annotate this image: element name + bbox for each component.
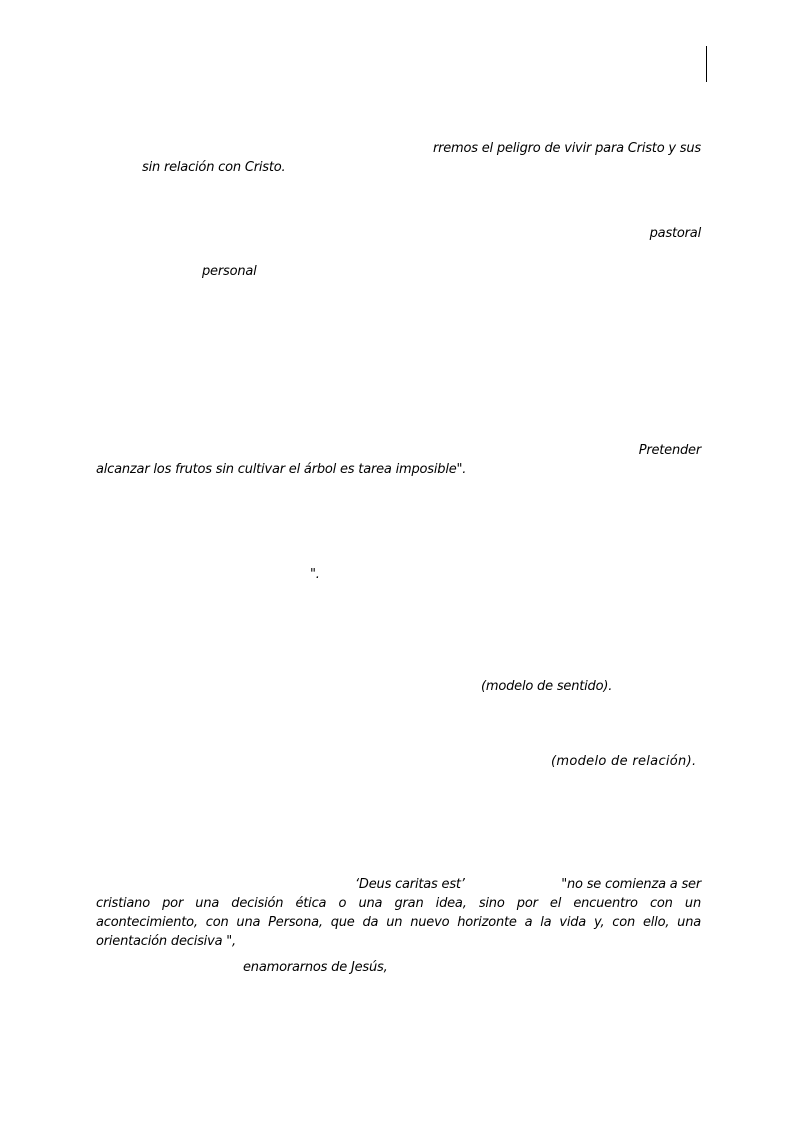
- text-fragment: Pretender: [638, 443, 701, 458]
- text-fragment: enamorarnos de Jesús,: [243, 960, 388, 975]
- text-fragment: pastoral: [649, 226, 701, 241]
- justified-line: cristiano por una decisión ética o una gran idea, sino por el encuentro con un: [96, 896, 701, 911]
- text-fragment: sin relación con Cristo.: [142, 160, 286, 175]
- page-marker-line: [706, 46, 707, 82]
- text-fragment: rremos el peligro de vivir para Cristo y sus: [432, 141, 701, 156]
- text-fragment: ‘Deus caritas est’: [355, 877, 465, 892]
- text-fragment: personal: [202, 264, 257, 279]
- text-fragment: (modelo de relación).: [551, 754, 697, 769]
- text-fragment: orientación decisiva ",: [96, 934, 236, 949]
- text-fragment: "no se comienza a ser: [561, 877, 701, 892]
- justified-line: acontecimiento, con una Persona, que da un nuevo horizonte a la vida y, con ello, una: [96, 915, 701, 930]
- text-fragment: (modelo de sentido).: [481, 679, 613, 694]
- text-fragment: ".: [310, 567, 320, 582]
- text-fragment: alcanzar los frutos sin cultivar el árbol es tarea imposible".: [96, 462, 467, 477]
